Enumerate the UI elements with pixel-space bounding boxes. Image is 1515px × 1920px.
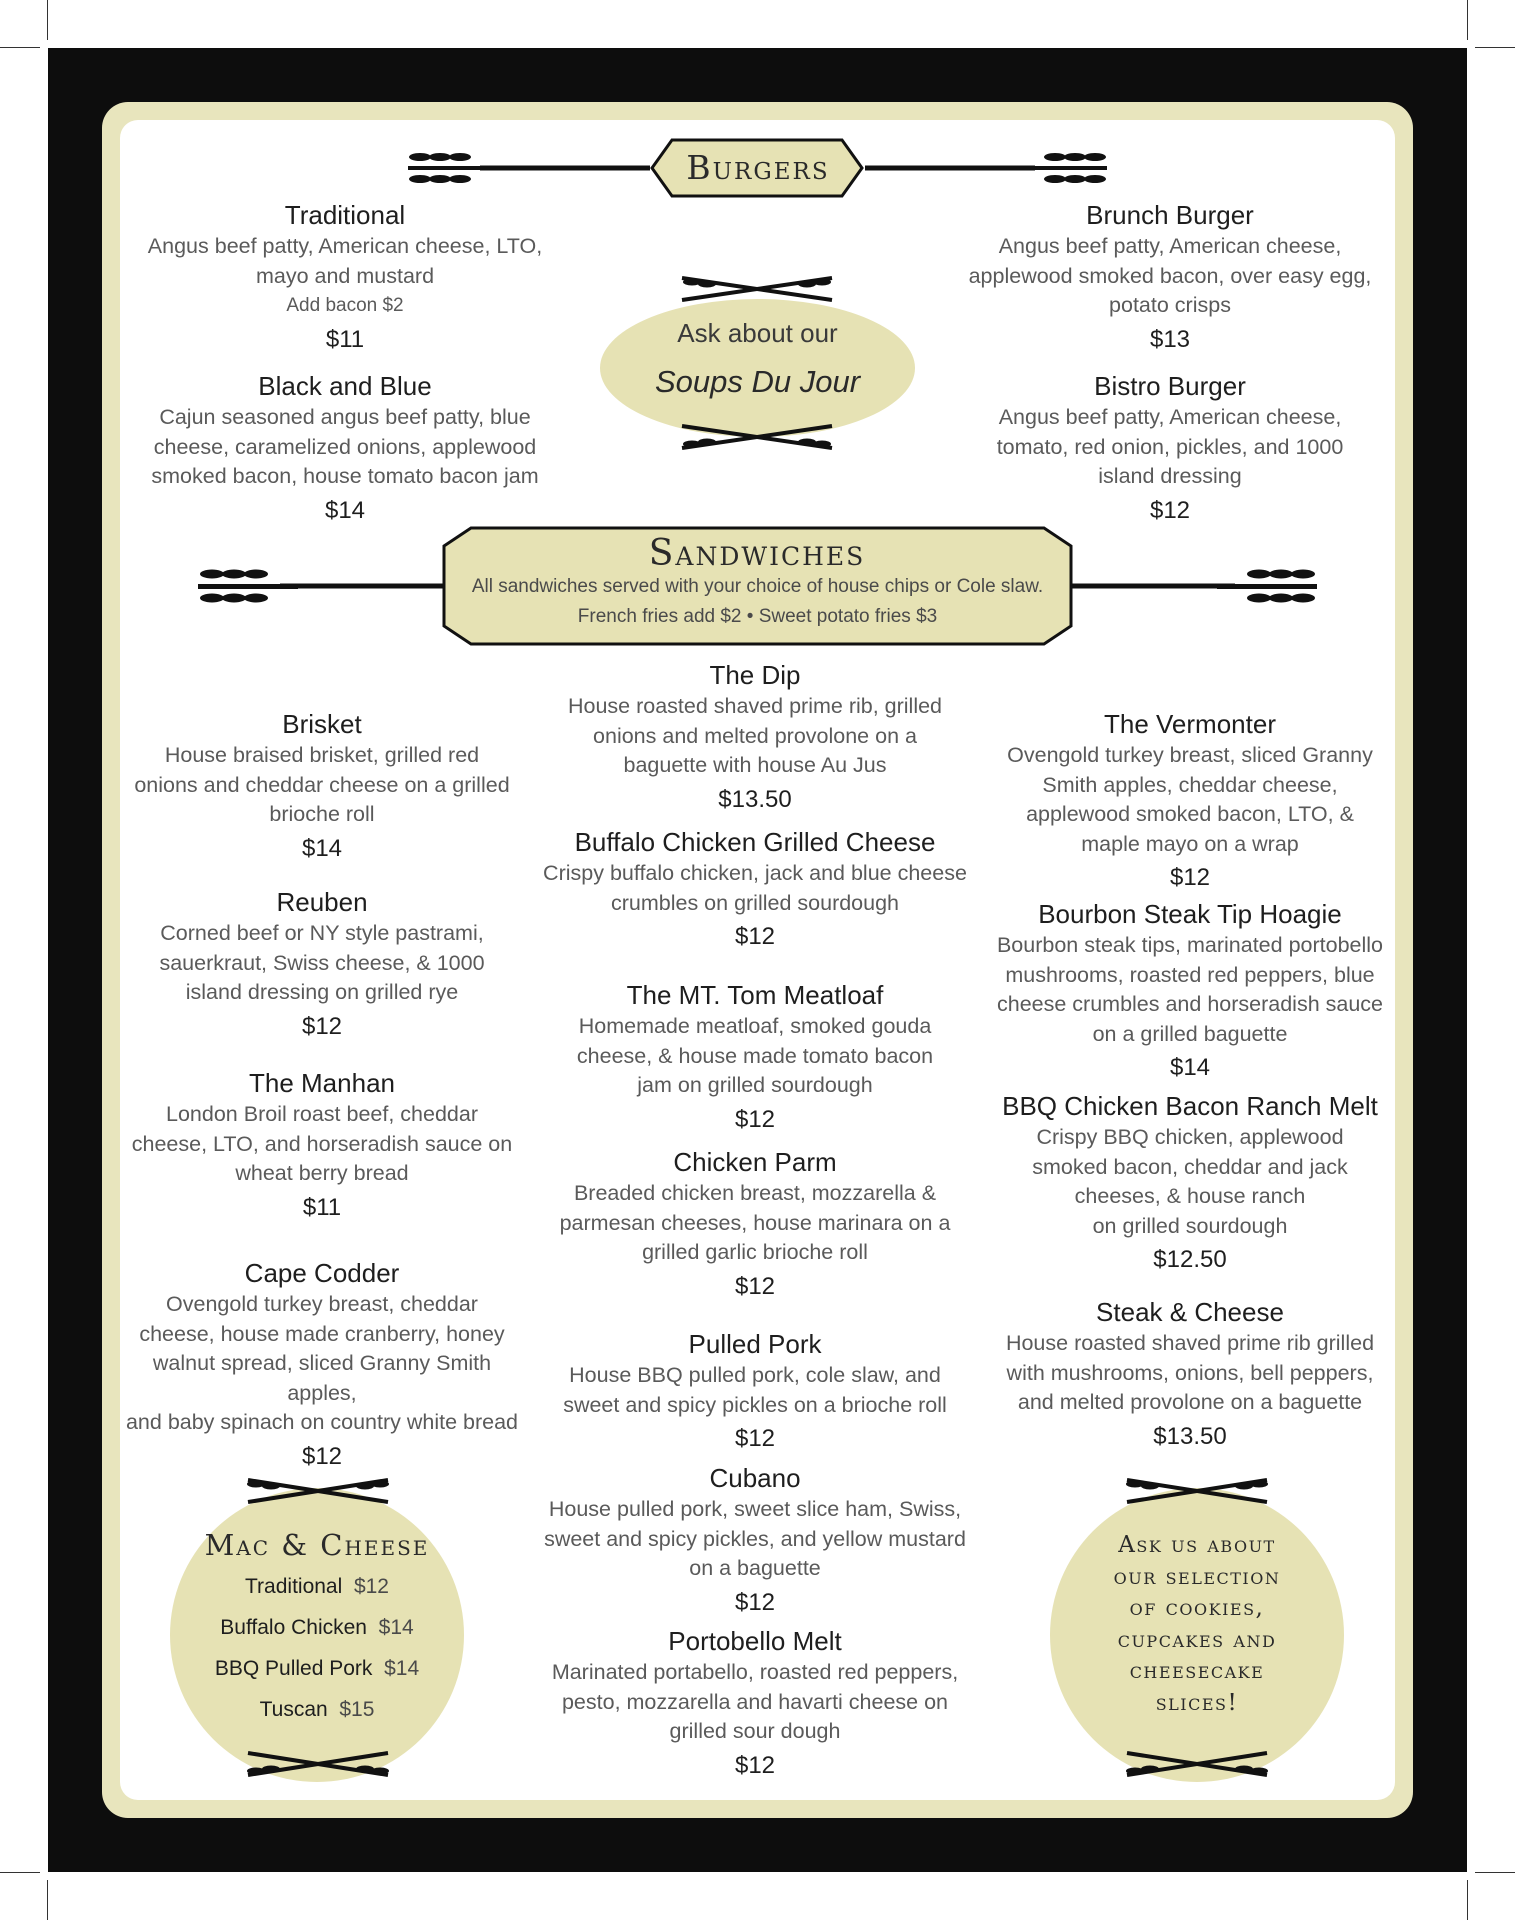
wheat-cross-bottom-icon [1107, 1747, 1287, 1781]
sandwich-portobello-melt [540, 1624, 970, 1783]
burger-traditional [140, 198, 550, 357]
item-name: Brisket [282, 709, 362, 739]
item-price: $13.50 [1153, 1422, 1227, 1450]
item-desc: London Broil roast beef, cheddar cheese, LTO, and horseradish sauce on wheat berry bread [131, 1102, 513, 1185]
mac-item-price: $15 [339, 1698, 375, 1721]
item-name: Black and Blue [258, 371, 432, 401]
item-price: $12 [301, 1442, 343, 1470]
item-name: Portobello Melt [668, 1626, 842, 1656]
sandwich-brisket [122, 707, 522, 866]
wheat-cross-top-icon [228, 1474, 408, 1508]
item-price: $13.50 [718, 785, 792, 813]
wheat-left-icon [408, 153, 498, 183]
item-desc: Homemade meatloaf, smoked gouda cheese, & house made tomato bacon jam on grilled sourdough [576, 1014, 934, 1097]
mac-item-price: $14 [384, 1657, 420, 1680]
sandwich-steak-and-cheese [985, 1295, 1395, 1454]
item-desc: House roasted shaved prime rib, grilled onions and melted provolone on a baguette with house Au Jus [567, 694, 943, 777]
item-desc: Breaded chicken breast, mozzarella & parmesan cheeses, house marinara on a grilled garlic brioche roll [559, 1181, 951, 1264]
item-name: The MT. Tom Meatloaf [626, 980, 884, 1010]
wheat-cross-top-icon [662, 272, 852, 306]
item-name: Reuben [276, 887, 368, 917]
desserts-line: cupcakes and [1117, 1626, 1277, 1653]
soups-line1: Ask about our [677, 318, 838, 348]
burger-bistro [960, 369, 1380, 528]
sandwich-mt-tom-meatloaf [540, 978, 970, 1137]
item-desc: Crispy buffalo chicken, jack and blue cheese crumbles on grilled sourdough [543, 861, 967, 915]
item-desc: Crispy BBQ chicken, applewood smoked bacon, cheddar and jack cheeses, & house ranch on grilled sourdough [1032, 1125, 1348, 1238]
item-desc: Cajun seasoned angus beef patty, blue cheese, caramelized onions, applewood smoked bacon, house tomato bacon jam [151, 405, 539, 488]
burger-brunch [960, 198, 1380, 357]
sandwich-cubano [540, 1461, 970, 1620]
sandwich-chicken-parm [540, 1145, 970, 1304]
sandwiches-title: Sandwiches [648, 533, 866, 574]
item-price: $11 [325, 326, 365, 353]
item-note: Add bacon $2 [286, 295, 404, 316]
sandwich-bbq-chicken-bacon-ranch-melt [985, 1089, 1395, 1277]
wheat-right-icon [1017, 153, 1107, 183]
sandwiches-note-1: All sandwiches served with your choice of house chips or Cole slaw. [471, 576, 1044, 597]
mac-item-buffalo-chicken [170, 1616, 464, 1640]
item-desc: Angus beef patty, American cheese, tomato, red onion, pickles, and 1000 island dressing [996, 405, 1344, 488]
desserts-line: of cookies, [1129, 1595, 1265, 1621]
item-desc: House roasted shaved prime rib grilled with mushrooms, onions, bell peppers, and melted provolone on a baguette [1005, 1331, 1375, 1414]
item-desc: Angus beef patty, American cheese, LTO, mayo and mustard [147, 234, 543, 288]
item-name: The Vermonter [1104, 709, 1276, 739]
sandwich-vermonter [985, 707, 1395, 895]
item-price: $14 [324, 496, 366, 524]
sandwich-manhan [122, 1066, 522, 1225]
item-price: $11 [302, 1193, 342, 1221]
burgers-title: Burgers [686, 148, 830, 187]
item-price: $12 [734, 1272, 776, 1300]
item-price: $12 [1149, 496, 1191, 524]
item-name: Steak & Cheese [1096, 1297, 1284, 1327]
item-desc: Ovengold turkey breast, cheddar cheese, house made cranberry, honey walnut spread, sliced Granny Smith apples, and baby spinach on country white bread [125, 1292, 519, 1434]
item-desc: Angus beef patty, American cheese, applewood smoked bacon, over easy egg, potato crisps [968, 234, 1372, 317]
item-desc: House pulled pork, sweet slice ham, Swiss, sweet and spicy pickles, and yellow mustard on a baguette [544, 1497, 966, 1580]
item-name: BBQ Chicken Bacon Ranch Melt [1002, 1091, 1378, 1121]
sandwich-pulled-pork [540, 1327, 970, 1456]
sandwich-cape-codder [122, 1256, 522, 1474]
mac-item-name: Traditional [245, 1575, 343, 1598]
desserts-text [1050, 1530, 1344, 1719]
item-price: $14 [1169, 1054, 1211, 1081]
item-desc: Ovengold turkey breast, sliced Granny Smith apples, cheddar cheese, applewood smoked bacon, LTO, & maple mayo on a wrap [1007, 743, 1373, 856]
item-name: Pulled Pork [688, 1329, 822, 1359]
sandwich-buffalo-chicken-grilled-cheese [540, 825, 970, 954]
desserts-line: slices! [1155, 1689, 1239, 1716]
item-desc: Marinated portabello, roasted red peppers, pesto, mozzarella and havarti cheese on grilled sour dough [551, 1660, 959, 1743]
desserts-line: Ask us about [1118, 1532, 1276, 1558]
item-name: Brunch Burger [1086, 200, 1254, 230]
mac-item-traditional [170, 1575, 464, 1599]
item-price: $12.50 [1153, 1246, 1227, 1273]
desserts-line: cheesecake [1129, 1658, 1265, 1684]
wheat-cross-bottom-icon [662, 420, 852, 454]
item-price: $12 [734, 923, 776, 950]
item-price: $12 [734, 1751, 776, 1779]
item-name: The Dip [709, 660, 801, 690]
wheat-left-icon [198, 570, 298, 603]
sandwich-bourbon-steak-tip-hoagie [985, 897, 1395, 1085]
item-name: Chicken Parm [673, 1147, 837, 1177]
mac-item-price: $12 [353, 1575, 389, 1598]
wheat-cross-bottom-icon [228, 1747, 408, 1781]
item-price: $12 [734, 1105, 776, 1133]
desserts-line: our selection [1113, 1563, 1281, 1590]
mac-item-name: Buffalo Chicken [220, 1616, 367, 1639]
item-name: Cape Codder [244, 1258, 400, 1288]
item-name: Bourbon Steak Tip Hoagie [1038, 899, 1342, 929]
mac-item-name: BBQ Pulled Pork [214, 1657, 373, 1680]
item-price: $13 [1149, 325, 1191, 353]
wheat-right-icon [1217, 570, 1317, 603]
mac-item-name: Tuscan [259, 1698, 328, 1721]
item-desc: Bourbon steak tips, marinated portobello mushrooms, roasted red peppers, blue cheese crumbles and horseradish sauce on a grilled baguette [996, 933, 1384, 1046]
item-price: $14 [301, 834, 343, 862]
soups-line2: Soups Du Jour [654, 364, 861, 399]
mac-title: Mac & Cheese [204, 1528, 430, 1562]
sandwich-the-dip [540, 658, 970, 817]
burger-black-and-blue [140, 369, 550, 528]
sandwich-reuben [122, 885, 522, 1044]
item-price: $12 [301, 1012, 343, 1040]
item-desc: House braised brisket, grilled red onions and cheddar cheese on a grilled brioche roll [134, 743, 510, 826]
item-price: $12 [1169, 864, 1211, 891]
mac-item-tuscan [170, 1698, 464, 1722]
sandwiches-note-2: French fries add $2 • Sweet potato fries $3 [577, 606, 938, 627]
item-name: Bistro Burger [1094, 371, 1246, 401]
item-name: Cubano [709, 1463, 801, 1493]
item-price: $12 [734, 1588, 776, 1616]
item-name: The Manhan [249, 1068, 395, 1098]
item-desc: Corned beef or NY style pastrami, sauerkraut, Swiss cheese, & 1000 island dressing on grilled rye [159, 921, 485, 1004]
item-price: $12 [734, 1425, 776, 1452]
item-name: Buffalo Chicken Grilled Cheese [574, 827, 936, 857]
item-name: Traditional [284, 200, 406, 230]
item-desc: House BBQ pulled pork, cole slaw, and sweet and spicy pickles on a brioche roll [563, 1363, 947, 1417]
mac-item-bbq-pulled-pork [170, 1657, 464, 1681]
wheat-cross-top-icon [1107, 1474, 1287, 1508]
mac-item-price: $14 [378, 1616, 414, 1639]
